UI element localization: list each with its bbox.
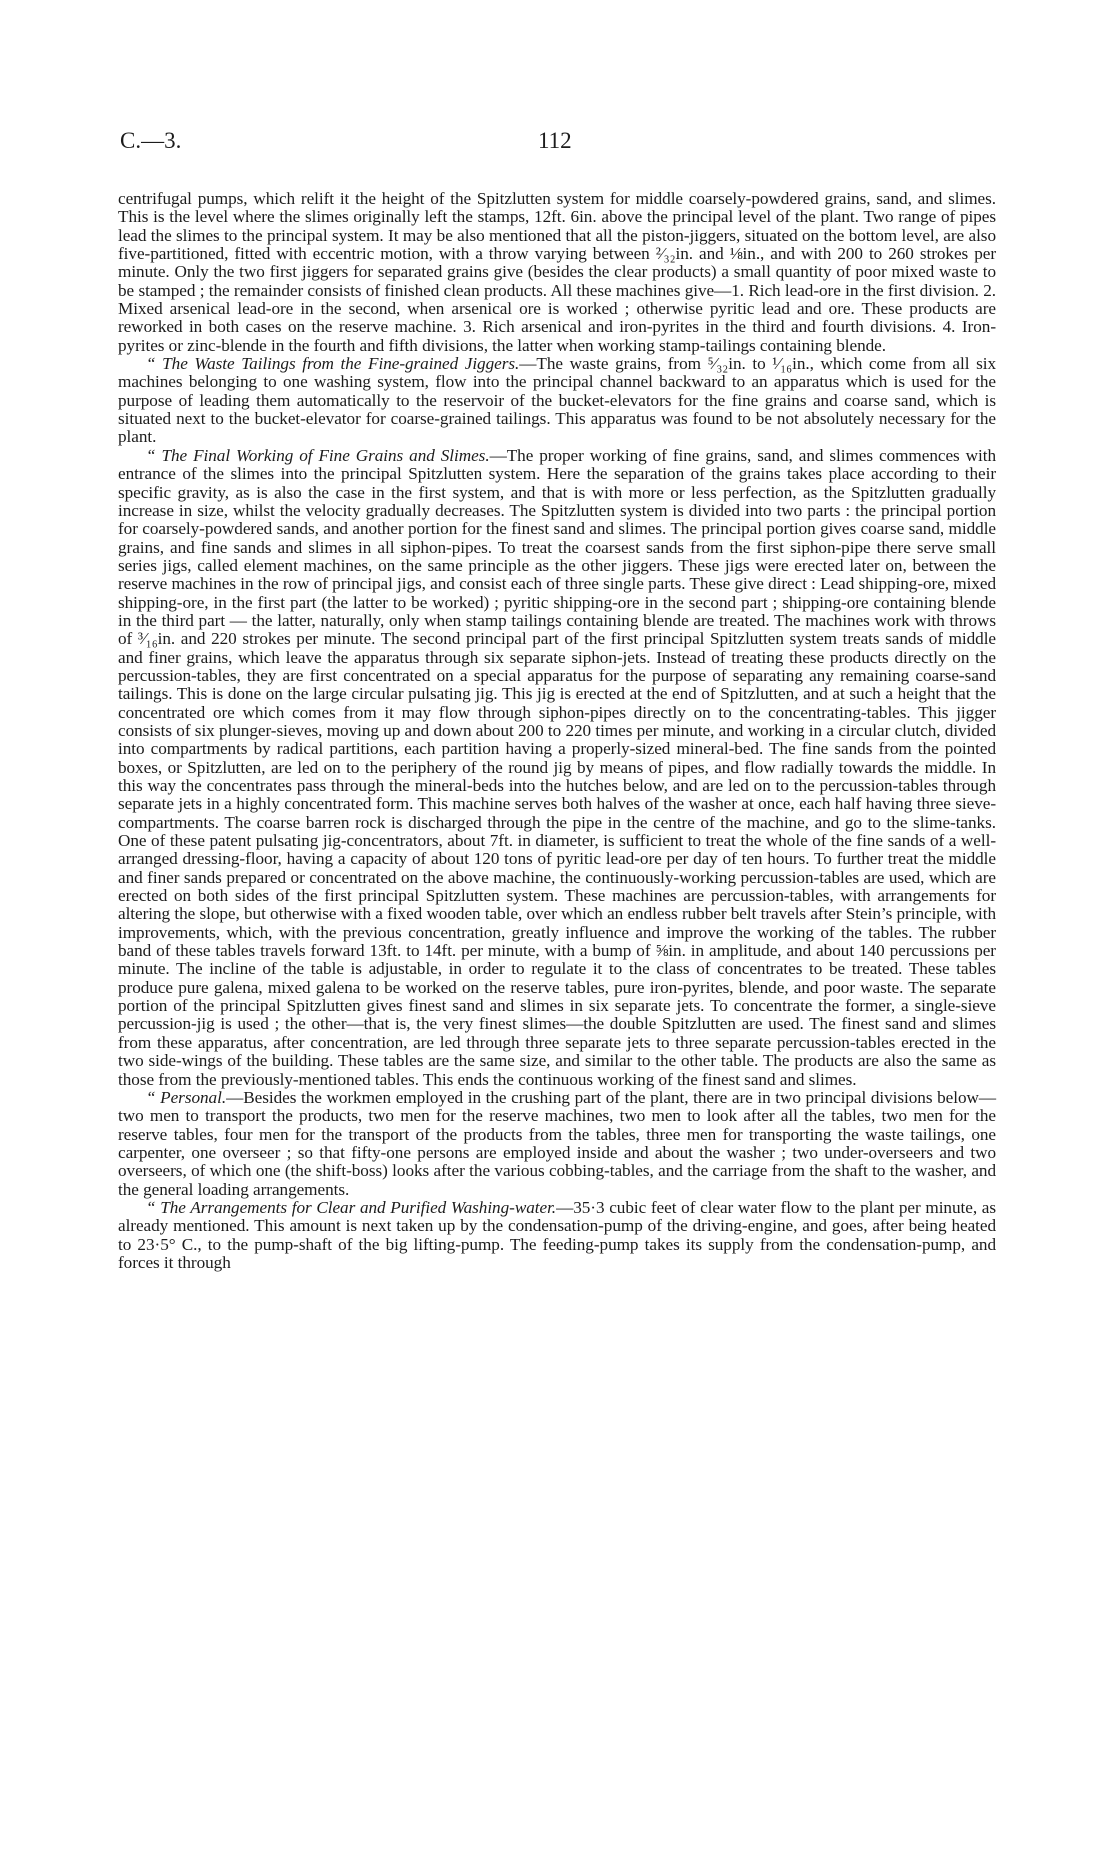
- paragraph-lead: “ The Arrangements for Clear and Purified Washing-water.: [146, 1197, 557, 1217]
- page-number: 112: [538, 128, 572, 153]
- paragraph-text: —The waste grains, from ⁵⁄₃₂in. to ¹⁄₁₆in., which come from all six machines belonging to one washing system, flow into the principal channel backward to an apparatus which is used for the purpose of leading them automatically to the reservoir of the bucket-elevators for the fine grains and coarse sand, which is situated next to the bucket-elevator for coarse-grained tailings. This apparatus was found to be not absolutely necessary for the plant.: [118, 354, 996, 447]
- body-text: [118, 190, 996, 1272]
- paragraph-text: —35·3 cubic feet of clear water flow to the plant per minute, as already mentioned. This amount is next taken up by the condensation-pump of the driving-engine, and goes, after being heated to 23·5° C., to the pump-shaft of the big lifting-pump. The feeding-pump takes its supply from the condensation-pump, and forces it through: [118, 1197, 996, 1272]
- paragraph-text: —Besides the workmen employed in the crushing part of the plant, there are in two principal divisions below—two men to transport the products, two men for the reserve machines, two men to look after all the tables, two men for the reserve tables, four men for the transport of the products from the tables, three men for transporting the waste tailings, one carpenter, one overseer ; so that fifty-one persons are employed inside and about the washer ; two under-overseers and two overseers, of which one (the shift-boss) looks after the various cobbing-tables, and the carriage from the shaft to the washer, and the general loading arrangements.: [118, 1087, 996, 1199]
- paragraph-centrifugal-pumps: [118, 190, 996, 355]
- paragraph-personal: [118, 1089, 996, 1199]
- document-reference: C.—3.: [120, 128, 182, 153]
- paragraph-lead: “ The Waste Tailings from the Fine-grained Jiggers.: [146, 354, 520, 374]
- paragraph-text: centrifugal pumps, which relift it the height of the Spitzlutten system for middle coarsely-powdered grains, sand, and slimes. This is the level where the slimes originally left the stamps, 12ft. 6in. above the principal level of the plant. Two range of pipes lead the slimes to the principal system. It may be also mentioned that all the piston-jiggers, situated on the bottom level, are also five-partitioned, fitted with eccentric motion, with a throw varying between ²⁄₃₂in. and ⅛in., and with 200 to 260 strokes per minute. Only the two first jiggers for separated grains give (besides the clear products) a small quantity of poor mixed waste to be stamped ; the remainder consists of finished clean products. All these machines give—1. Rich lead-ore in the first division. 2. Mixed arsenical lead-ore in the second, when arsenical ore is worked ; otherwise pyritic lead and ore. These products are reworked in both cases on the reserve machine. 3. Rich arsenical and iron-pyrites in the third and fourth divisions. 4. Iron-pyrites or zinc-blende in the fourth and fifth divisions, the latter when working stamp-tailings containing blende.: [118, 189, 996, 355]
- paragraph-final-working: [118, 447, 996, 1089]
- paragraph-lead: “ The Final Working of Fine Grains and Slimes.: [146, 445, 490, 465]
- paragraph-lead: “ Personal.: [146, 1087, 227, 1107]
- paragraph-text: —The proper working of fine grains, sand, and slimes commences with entrance of the slimes into the principal Spitzlutten system. Here the separation of the grains takes place according to their specific gravity, as is also the case in the first system, and that is with more or less perfection, as the Spitzlutten gradually increase in size, whilst the velocity gradually decreases. The Spitzlutten system is divided into two parts : the principal portion for coarsely-powdered sands, and another portion for the finest sand and slimes. The principal portion gives coarse sand, middle grains, and fine sands and slimes in all siphon-pipes. To treat the coarsest sands from the first siphon-pipe there serve small series jigs, called element machines, on the same principle as the other jiggers. These jigs were erected later on, between the reserve machines in the row of principal jigs, and consist each of three single parts. These give direct : Lead shipping-ore, mixed shipping-ore, in the first part (the latter to be worked) ; pyritic shipping-ore in the second part ; shipping-ore containing blende in the third part — the latter, naturally, only when stamp tailings containing blende are treated. The machines work with throws of ³⁄₁₆in. and 220 strokes per minute. The second principal part of the first principal Spitzlutten system treats sands of middle and finer grains, which leave the apparatus through six separate siphon-jets. Instead of treating these products directly on the percussion-tables, they are first concentrated on a special apparatus for the purpose of separating any remaining coarse-sand tailings. This is done on the large circular pulsating jig. This jig is erected at the end of Spitzlutten, and at such a height that the concentrated ore which comes from it may flow through siphon-pipes directly on to the concentrating-tables. This jigger consists of six plunger-sieves, moving up and down about 200 to 220 times per minute, and working in a circular clutch, divided into compartments by radical partitions, each partition having a properly-sized mineral-bed. The fine sands from the pointed boxes, or Spitzlutten, are led on to the periphery of the round jig by means of pipes, and flow radially towards the middle. In this way the concentrates pass through the mineral-beds into the hutches below, and are led on to the percussion-tables through separate jets in a highly concentrated form. This machine serves both halves of the washer at once, each half having three sieve-compartments. The coarse barren rock is discharged through the pipe in the centre of the machine, and go to the slime-tanks. One of these patent pulsating jig-concentrators, about 7ft. in diameter, is sufficient to treat the whole of the fine sands of a well-arranged dressing-floor, having a capacity of about 120 tons of pyritic lead-ore per day of ten hours. To further treat the middle and finer sands prepared or concentrated on the above machine, the continuously-working percussion-tables are used, which are erected on both sides of the first principal Spitzlutten system. These machines are percussion-tables, with arrangements for altering the slope, but otherwise with a fixed wooden table, over which an endless rubber belt travels after Stein’s principle, with improvements, which, with the previous concentration, greatly influence and improve the working of the tables. The rubber band of these tables travels forward 13ft. to 14ft. per minute, with a bump of ⅝in. in amplitude, and about 140 percussions per minute. The incline of the table is adjustable, in order to regulate it to the class of concentrates to be treated. These tables produce pure galena, mixed galena to be worked on the reserve tables, pure iron-pyrites, blende, and poor waste. The separate portion of the principal Spitzlutten gives finest sand and slimes in six separate jets. To concentrate the former, a single-sieve percussion-jig is used ; the other—that is, the very finest slimes—the double Spitzlutten are used. The finest sand and slimes from these apparatus, after concentration, are led through three separate jets to three separate percussion-tables erected in the two side-wings of the building. These tables are the same size, and similar to the other table. The products are also the same as those from the previously-mentioned tables. This ends the continuous working of the finest sand and slimes.: [118, 445, 997, 1089]
- paragraph-waste-tailings: [118, 355, 996, 447]
- page-header: [118, 128, 996, 168]
- paragraph-washing-water: [118, 1199, 996, 1272]
